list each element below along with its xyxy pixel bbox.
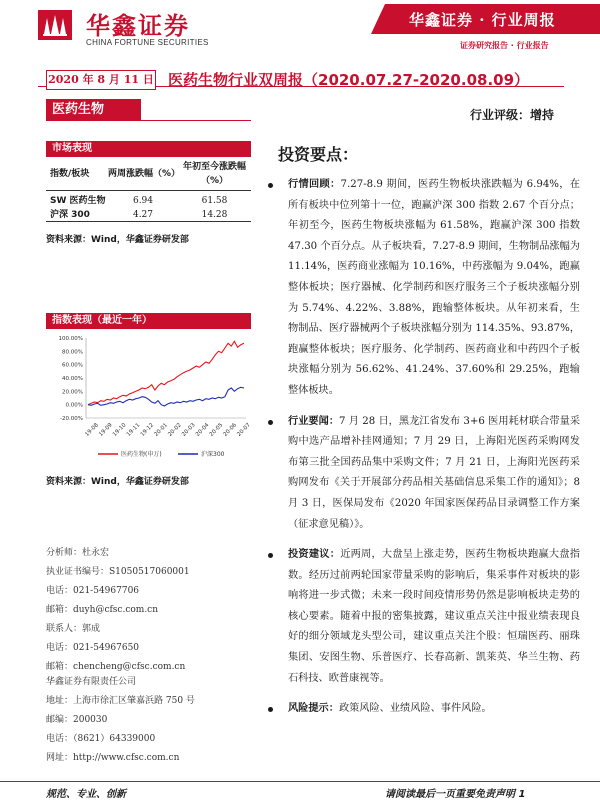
tag-underline [141, 120, 251, 121]
report-type-band: 华鑫证券 · 行业周报 [385, 4, 600, 34]
x-tick-label: 20-02 [167, 422, 183, 438]
company-logo-icon [38, 10, 72, 40]
key-point-text: 近两周，大盘呈上涨走势，医药生物板块跑赢大盘指数。经历过前两轮国家带量采购的影响后，集采事件对板块的影响将进一步式微；未来一段时间疫情形势仍然是影响板块走势的核心要素。随着中报的密集披露，建议重点关注中报业绩表现良好的细分领域龙头型公司，建议重点关注个股：恒瑞医药、丽珠集团、安图生物、乐普医疗、长春高新、凯莱英、华兰生物、药石科技、欧普康视等。 [288, 549, 580, 684]
key-point-text: 7.27-8.9 期间，医药生物板块涨跌幅为 6.94%，在所有板块中位列第十一位，跑赢沪深 300 指数 2.67 个百分点；年初至今，医药生物板块涨幅为 61.58%，跑赢沪深 300 指数 47.30 个百分点。从子板块看，7.27-8.9 期间，生物制品涨幅为 11.14%，医药商业涨幅为 10.16%，中药涨幅为 9.04%，跑赢整体板块；医疗器械、化学制药和医疗服务三个子板块涨幅分别为 5.74%、4.22%、3.88%，跑输整体板块。从年初来看，生物制品、医疗器械两个子板块涨幅分别为 114.35%、93.87%，跑赢整体板块；医疗服务、化学制药、医药商业和中药四个子板块涨幅分别为 56.62%、41.24%、37.60%和 29.25%，跑输整体板块。 [288, 179, 580, 396]
company-postcode: 邮编：200030 [46, 715, 108, 725]
brand-name-en: CHINA FORTUNE SECURITIES [86, 38, 209, 47]
key-point-lead: 投资建议： [288, 549, 341, 561]
report-date: 2020 年 8 月 11 日 [46, 70, 156, 90]
key-points-list [262, 175, 580, 720]
company-website: 网址：http://www.cfsc.com.cn [46, 753, 180, 763]
bullet-icon [268, 183, 273, 188]
y-tick-label: 20.00% [62, 389, 83, 396]
row-ytd: 61.58 [201, 196, 228, 206]
x-tick-label: 20-04 [194, 422, 211, 438]
x-tick-label: 19-12 [139, 422, 156, 438]
row-two-week: 6.94 [132, 196, 154, 206]
x-tick-label: 19-10 [111, 422, 128, 438]
y-tick-label: 80.00% [62, 349, 83, 356]
legend-label: 医药生物(申万) [121, 451, 162, 458]
contact-phone: 电话：021-54967650 [46, 643, 140, 653]
y-tick-label: -20.00% [60, 416, 83, 422]
chart-source: 资料来源：Wind，华鑫证券研发部 [46, 477, 189, 487]
x-tick-label: 20-01 [153, 422, 169, 438]
analyst-email: 邮箱：duyh@cfsc.com.cn [46, 605, 159, 615]
series-line-1 [88, 387, 244, 406]
x-tick-label: 19-11 [125, 422, 142, 438]
key-point-text: 政策风险、业绩风险、事件风险。 [338, 703, 492, 715]
footer-disclaimer: 请阅读最后一页重要免责声明 1 [385, 789, 526, 800]
analyst-name: 分析师：杜永宏 [46, 548, 110, 558]
x-tick-label: 20-05 [208, 422, 225, 438]
bullet-icon [268, 707, 273, 712]
x-tick-label: 19-08 [84, 422, 100, 438]
col-header-ytd: 年初至今涨跌幅（%） [182, 161, 246, 186]
key-point-text: 7 月 28 日，黑龙江省发布 3+6 医用耗材联合带量采购中选产品增补挂网通知；7 月 29 日，上海阳光医药采购网发布第三批全国药品集中采购文件；7 月 21 日，上海阳光医药采购网发布《关于开展部分药品相关基础信息采集工作的通知》；8 月 3 日，医保局发布《2020 年国家医保药品目录调整工作方案（征求意见稿）》。 [288, 415, 581, 530]
report-category: 证券研究报告 · 行业报告 [460, 41, 549, 50]
col-header-two-week: 两周涨跌幅（%） [108, 168, 181, 179]
company-info [46, 673, 195, 768]
key-point-lead: 风险提示： [288, 703, 339, 715]
page-header [0, 0, 600, 60]
table-row [46, 194, 251, 208]
x-tick-label: 19-09 [98, 422, 114, 438]
market-table-header [46, 157, 251, 191]
bullet-icon [268, 420, 273, 425]
key-point-item [262, 699, 580, 720]
x-tick-label: 20-03 [181, 422, 197, 438]
market-source: 资料来源：Wind，华鑫证券研发部 [46, 235, 189, 245]
x-tick-label: 20-07 [236, 422, 252, 438]
key-point-item [262, 175, 580, 402]
x-tick-label: 20-06 [222, 422, 239, 438]
key-point-item [262, 545, 580, 689]
contact-email: 邮箱：chencheng@cfsc.com.cn [46, 662, 186, 672]
series-line-0 [88, 341, 244, 404]
chart-heading: 指数表现（最近一年） [46, 313, 251, 329]
footer-divider [0, 781, 600, 782]
company-phone: 电话：（8621）64339000 [46, 734, 156, 744]
col-header-index: 指数/板块 [50, 168, 90, 179]
key-point-lead: 行情回顾： [288, 179, 341, 190]
industry-tag: 医药生物 [46, 99, 141, 121]
bullet-icon [268, 553, 273, 558]
row-ytd: 14.28 [201, 210, 228, 220]
analyst-phone: 电话：021-54967706 [46, 586, 140, 596]
y-tick-label: 100.00% [58, 336, 83, 342]
row-two-week: 4.27 [132, 210, 154, 220]
market-table [46, 157, 251, 222]
industry-rating: 行业评级：增持 [470, 108, 555, 122]
brand-name: 华鑫证券 [86, 11, 190, 40]
company-name: 华鑫证券有限责任公司 [46, 677, 137, 687]
row-name: SW 医药生物 [50, 196, 106, 206]
report-title: 医药生物行业双周报（2020.07.27-2020.08.09） [168, 71, 530, 89]
company-address: 地址：上海市徐汇区肇嘉浜路 750 号 [46, 696, 195, 706]
footer-slogan: 规范、专业、创新 [46, 789, 126, 800]
y-tick-label: 40.00% [62, 376, 83, 382]
legend-label: 沪深300 [201, 451, 225, 458]
key-points-title: 投资要点： [278, 145, 359, 164]
analyst-cert: 执业证书编号：S1050517060001 [46, 567, 190, 577]
y-tick-label: 0.00% [65, 402, 83, 409]
key-point-lead: 行业要闻： [288, 415, 340, 427]
table-row [46, 208, 251, 222]
y-tick-label: 60.00% [62, 362, 83, 369]
market-heading: 市场表现 [46, 141, 251, 157]
contact-name: 联系人：郭成 [46, 624, 101, 634]
index-chart [46, 330, 256, 465]
analyst-info [46, 544, 190, 677]
row-name: 沪深 300 [50, 210, 90, 220]
key-point-item [262, 412, 580, 536]
